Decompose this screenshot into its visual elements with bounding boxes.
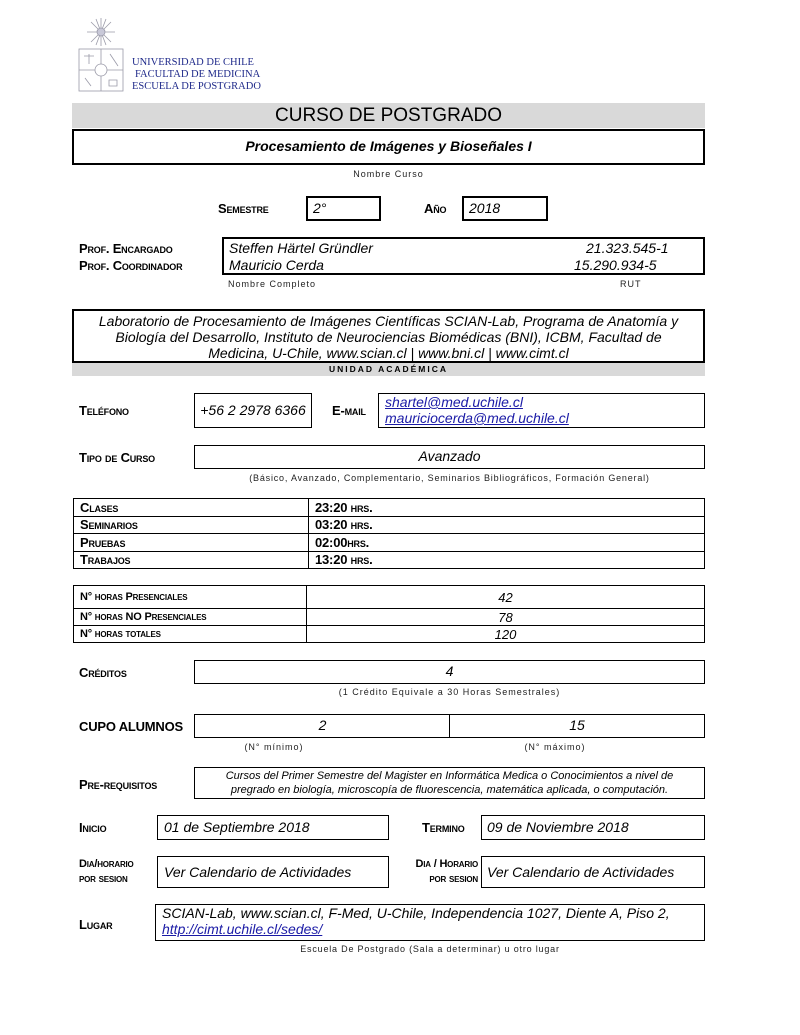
email-field [378, 393, 705, 428]
rut-caption: RUT [620, 279, 642, 289]
prof-encargado-label: Prof. Encargado [79, 241, 173, 256]
faculty-name: FACULTAD DE MEDICINA [135, 69, 261, 80]
start-date-field: 01 de Septiembre 2018 [157, 815, 389, 840]
encargado-name: Steffen Härtel Gründler [229, 240, 373, 256]
activity-label: Pruebas [74, 534, 309, 552]
end-date-field: 09 de Noviembre 2018 [481, 815, 705, 840]
place-link[interactable]: http://cimt.uchile.cl/sedes/ [162, 921, 323, 937]
place-caption: Escuela De Postgrado (Sala a determinar) u otro lugar [300, 944, 560, 954]
email-link-1[interactable]: shartel@med.uchile.cl [385, 394, 523, 410]
table-row [74, 499, 705, 517]
course-type-caption: (Básico, Avanzado, Complementario, Seminarios Bibliográficos, Formación General) [249, 473, 650, 483]
capacity-min-caption: (N° mínimo) [244, 742, 304, 752]
schedule-right-label [395, 857, 478, 887]
place-field [155, 904, 705, 941]
encargado-rut: 21.323.545-1 [586, 240, 669, 256]
coordinador-name: Mauricio Cerda [229, 257, 324, 273]
credits-caption: (1 Crédito Equivale a 30 Horas Semestrales) [338, 687, 561, 697]
course-name-field: Procesamiento de Imágenes y Bioseñales I [72, 129, 705, 165]
table-row [74, 609, 705, 626]
hours-label: N° horas Presenciales [74, 586, 307, 609]
capacity-label: CUPO ALUMNOS [79, 719, 184, 734]
schedule-left-label-2: por sesion [79, 873, 128, 885]
activity-value: 03:20 hrs. [309, 516, 705, 534]
activity-value: 13:20 hrs. [309, 551, 705, 569]
activity-label: Clases [74, 499, 309, 517]
year-label: Año [424, 201, 447, 216]
credits-label: Créditos [79, 665, 127, 680]
hours-value: 42 [307, 586, 705, 609]
email-label: E-mail [332, 403, 366, 418]
table-row [74, 534, 705, 552]
hours-label: N° horas totales [74, 626, 307, 643]
phone-field: +56 2 2978 6366 [194, 393, 312, 428]
university-name: UNIVERSIDAD DE CHILE [132, 57, 254, 68]
year-field: 2018 [462, 196, 548, 221]
prof-coordinador-label: Prof. Coordinador [79, 258, 183, 273]
course-type-field: Avanzado [194, 445, 705, 469]
activity-value: 02:00hrs. [309, 534, 705, 552]
table-row [74, 626, 705, 643]
capacity-min-field: 2 [194, 714, 451, 738]
activity-label: Seminarios [74, 516, 309, 534]
hours-table [73, 585, 705, 643]
academic-unit-caption: UNIDAD ACADÉMICA [72, 363, 705, 376]
course-name-caption: Nombre Curso [353, 169, 424, 179]
table-row [74, 551, 705, 569]
coordinador-rut: 15.290.934-5 [574, 257, 657, 273]
course-type-label: Tipo de Curso [79, 450, 155, 465]
schedule-left-label [79, 857, 134, 887]
professors-field [222, 237, 705, 275]
activity-value: 23:20 hrs. [309, 499, 705, 517]
table-row [74, 586, 705, 609]
place-label: Lugar [79, 917, 113, 932]
schedule-left-label-1: Dia/horario [79, 858, 134, 870]
phone-label: Teléfono [79, 403, 129, 418]
schedule-right-label-2: por sesion [429, 873, 478, 885]
place-text: SCIAN-Lab, www.scian.cl, F-Med, U-Chile, Independencia 1027, Diente A, Piso 2, [162, 905, 670, 921]
name-caption: Nombre Completo [228, 279, 317, 289]
capacity-max-caption: (N° máximo) [524, 742, 586, 752]
semester-field: 2° [306, 196, 381, 221]
hours-value: 120 [307, 626, 705, 643]
institution-name [132, 57, 292, 93]
activity-label: Trabajos [74, 551, 309, 569]
schedule-left-field: Ver Calendario de Actividades [157, 856, 389, 888]
table-row [74, 516, 705, 534]
university-crest-icon [76, 16, 126, 94]
prerequisites-label: Pre-requisitos [79, 777, 158, 792]
credits-field: 4 [194, 660, 705, 684]
start-date-label: Inicio [79, 820, 107, 835]
end-date-label: Termino [422, 820, 465, 835]
semester-label: Semestre [218, 201, 269, 216]
hours-value: 78 [307, 609, 705, 626]
school-name: ESCUELA DE POSTGRADO [132, 81, 261, 92]
page-title: CURSO DE POSTGRADO [72, 103, 705, 128]
capacity-max-field: 15 [449, 714, 705, 738]
academic-unit-field: Laboratorio de Procesamiento de Imágenes Científicas SCIAN-Lab, Programa de Anatomía y Biología del Desarrollo, Instituto de Neurociencias Biomédicas (BNI), ICBM, Facultad de Medicina, U-Chile, www.scian.cl | www.bni.cl | www.cimt.cl [72, 309, 705, 363]
prerequisites-field: Cursos del Primer Semestre del Magister en Informática Medica o Conocimientos a nivel de pregrado en biología, microscopía de fluorescencia, matemática aplicada, o computación. [194, 767, 705, 799]
email-link-2[interactable]: mauriciocerda@med.uchile.cl [385, 410, 569, 426]
schedule-right-field: Ver Calendario de Actividades [481, 856, 705, 888]
schedule-right-label-1: Dia / Horario [415, 858, 478, 870]
hours-label: N° horas NO Presenciales [74, 609, 307, 626]
activities-table [73, 498, 705, 569]
